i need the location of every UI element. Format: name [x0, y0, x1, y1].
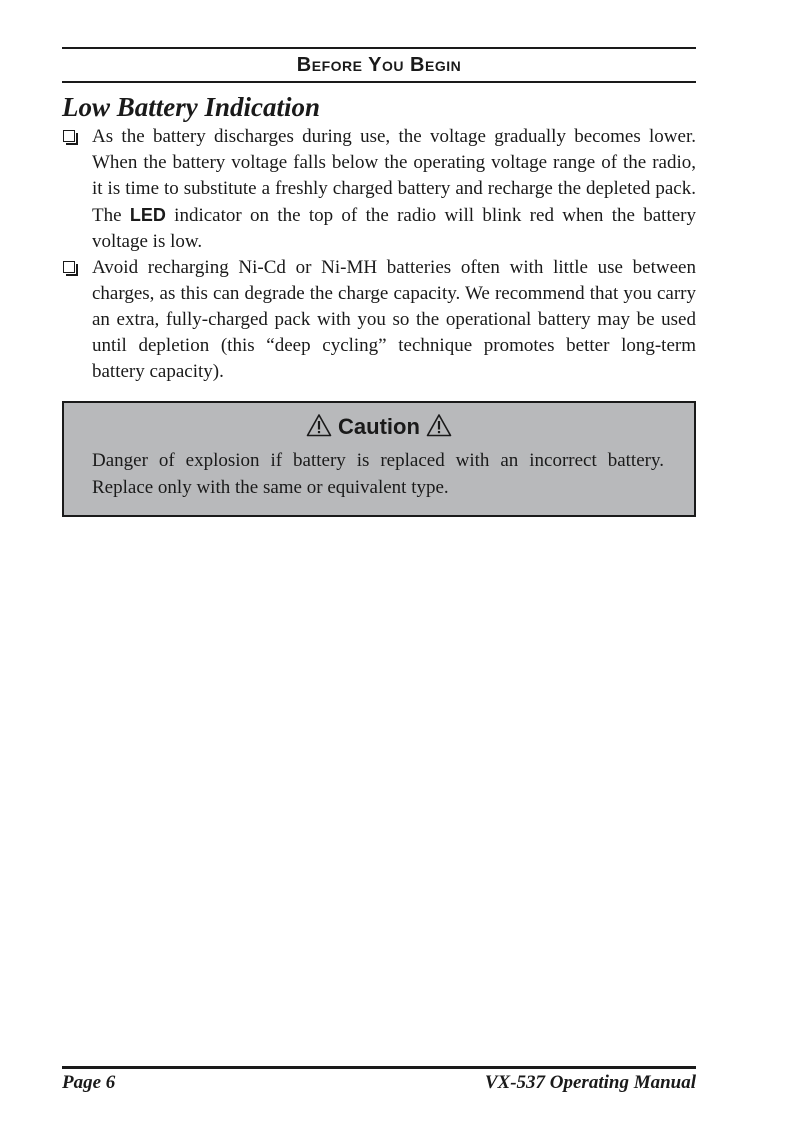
warning-triangle-icon: [426, 413, 452, 437]
page-number: Page 6: [62, 1072, 116, 1093]
warning-triangle-icon: [306, 413, 332, 437]
caution-heading: [64, 412, 694, 442]
manual-title: VX-537 Operating Manual: [484, 1072, 696, 1093]
bullet-text: indicator on the top of the radio will blink red when the battery voltage is low.: [92, 205, 696, 252]
bullet-paragraph: Avoid recharging Ni-Cd or Ni-MH batteries often with little use between charges, as this can degrade the charge capacity. We recommend that you carry an extra, fully-charged pack with you so the operational battery may be used until depletion (this “deep cycling” technique promotes better long-term battery capacity).: [92, 257, 696, 382]
caution-title: Caution: [338, 414, 420, 439]
page-heading: Low Battery Indication: [62, 92, 321, 122]
footer-rule: [62, 1066, 696, 1069]
bullet-paragraph: [92, 124, 696, 255]
caution-box: [62, 401, 696, 517]
header-bottom-rule: [62, 81, 696, 83]
bullet-list: [62, 124, 696, 385]
list-item: [62, 124, 696, 255]
checkbox-bullet-icon: [63, 261, 75, 273]
caution-text: Danger of explosion if battery is replaced with an incorrect battery. Replace only with the same or equivalent type.: [92, 450, 664, 498]
list-item: [62, 255, 696, 385]
header-top-rule: [62, 47, 696, 49]
bullet-text: As the battery discharges during use, the voltage gradually becomes lower. When the battery voltage falls below the operating voltage range of the radio, it is time to substitute a freshly charged battery and recharge the depleted pack. The: [92, 126, 696, 226]
section-title: Before You Begin: [296, 54, 462, 76]
led-term: LED: [129, 205, 166, 225]
checkbox-bullet-icon: [63, 130, 75, 142]
